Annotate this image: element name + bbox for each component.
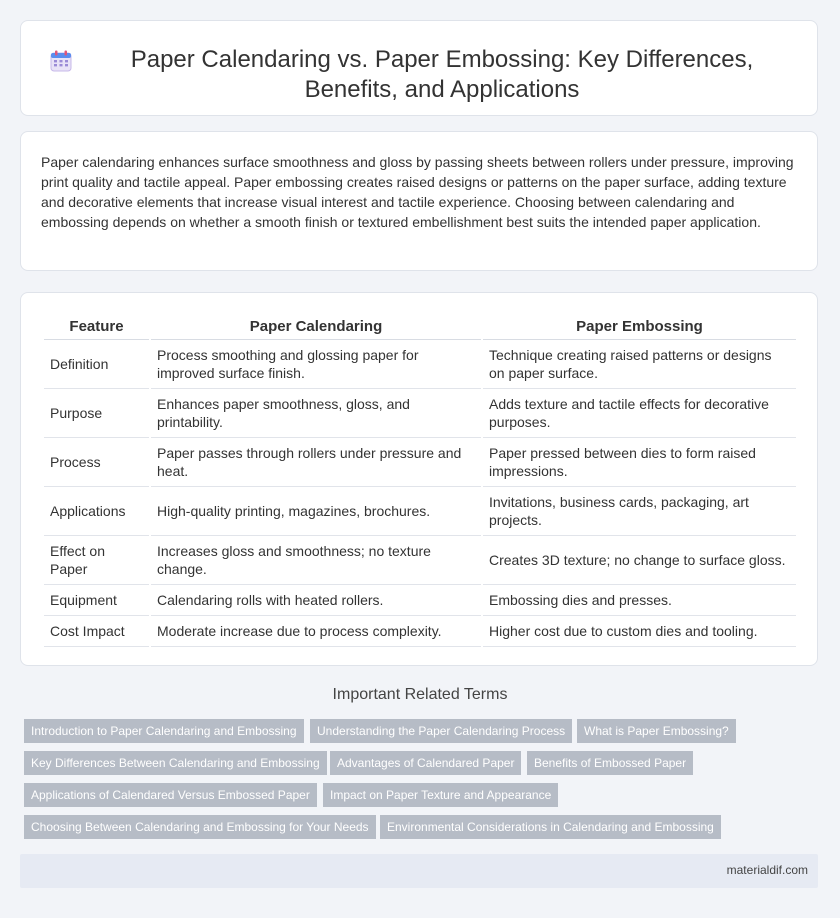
row-calendaring: Calendaring rolls with heated rollers.	[151, 585, 481, 616]
calendar-icon	[49, 49, 73, 73]
table-header-row	[44, 313, 796, 340]
related-term-tag[interactable]: Key Differences Between Calendaring and Embossing	[24, 751, 327, 775]
row-embossing: Creates 3D texture; no change to surface gloss.	[483, 536, 796, 585]
row-feature: Effect on Paper	[44, 536, 149, 585]
row-feature: Process	[44, 438, 149, 487]
row-embossing: Technique creating raised patterns or designs on paper surface.	[483, 340, 796, 389]
related-term-tag[interactable]: Applications of Calendared Versus Embossed Paper	[24, 783, 317, 807]
table-row	[44, 616, 796, 647]
table-row	[44, 536, 796, 585]
table-row	[44, 585, 796, 616]
column-header-embossing: Paper Embossing	[483, 313, 796, 340]
intro-paragraph: Paper calendaring enhances surface smoothness and gloss by passing sheets between rollers under pressure, improving print quality and tactile appeal. Paper embossing creates raised designs or patterns on the paper surface, adding texture and decorative elements that increase visual interest and tactile experience. Choosing between calendaring and embossing depends on whether a smooth finish or textured embellishment best suits the intended paper application.	[41, 154, 794, 230]
row-calendaring: Process smoothing and glossing paper for improved surface finish.	[151, 340, 481, 389]
footer-site-link[interactable]: materialdif.com	[726, 863, 808, 877]
row-calendaring: Paper passes through rollers under pressure and heat.	[151, 438, 481, 487]
table-row	[44, 487, 796, 536]
related-term-tag[interactable]: Environmental Considerations in Calendaring and Embossing	[380, 815, 721, 839]
related-term-tag[interactable]: Impact on Paper Texture and Appearance	[323, 783, 558, 807]
title-card	[20, 20, 818, 116]
row-calendaring: High-quality printing, magazines, brochures.	[151, 487, 481, 536]
row-embossing: Adds texture and tactile effects for decorative purposes.	[483, 389, 796, 438]
footer	[20, 854, 818, 888]
table-row	[44, 438, 796, 487]
related-term-tag[interactable]: Introduction to Paper Calendaring and Embossing	[24, 719, 304, 743]
table-row	[44, 340, 796, 389]
related-term-tag[interactable]: Advantages of Calendared Paper	[330, 751, 521, 775]
row-feature: Purpose	[44, 389, 149, 438]
related-term-tag[interactable]: Choosing Between Calendaring and Embossing for Your Needs	[24, 815, 376, 839]
row-feature: Applications	[44, 487, 149, 536]
row-calendaring: Increases gloss and smoothness; no texture change.	[151, 536, 481, 585]
row-calendaring: Enhances paper smoothness, gloss, and printability.	[151, 389, 481, 438]
page-title: Paper Calendaring vs. Paper Embossing: Key Differences, Benefits, and Applications	[130, 46, 754, 103]
row-embossing: Invitations, business cards, packaging, art projects.	[483, 487, 796, 536]
row-feature: Definition	[44, 340, 149, 389]
column-header-calendaring: Paper Calendaring	[151, 313, 481, 340]
related-term-tag[interactable]: Understanding the Paper Calendaring Process	[310, 719, 572, 743]
row-embossing: Paper pressed between dies to form raised impressions.	[483, 438, 796, 487]
related-terms-title: Important Related Terms	[332, 686, 508, 703]
comparison-table	[42, 313, 798, 647]
row-calendaring: Moderate increase due to process complexity.	[151, 616, 481, 647]
comparison-card	[20, 292, 818, 666]
intro-card	[20, 131, 818, 271]
column-header-feature: Feature	[44, 313, 149, 340]
related-term-tag[interactable]: What is Paper Embossing?	[577, 719, 736, 743]
row-feature: Cost Impact	[44, 616, 149, 647]
row-embossing: Embossing dies and presses.	[483, 585, 796, 616]
related-term-tag[interactable]: Benefits of Embossed Paper	[527, 751, 693, 775]
row-embossing: Higher cost due to custom dies and tooling.	[483, 616, 796, 647]
table-row	[44, 389, 796, 438]
row-feature: Equipment	[44, 585, 149, 616]
